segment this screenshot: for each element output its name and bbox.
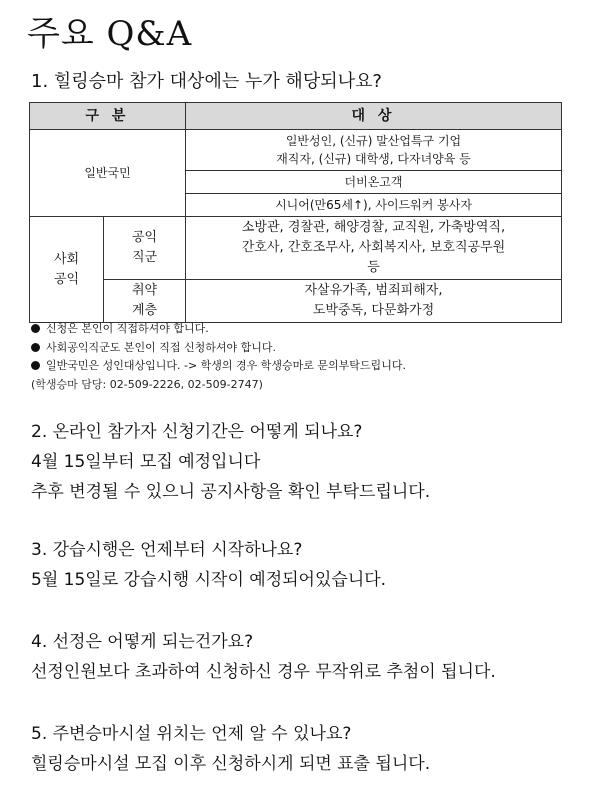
- subcategory-public-service: 공익 직군: [104, 217, 186, 280]
- target-seniors: 시니어(만65세↑), 사이드워커 봉사자: [186, 194, 562, 217]
- question-5: 5. 주변승마시설 위치는 언제 알 수 있나요?: [31, 724, 352, 744]
- bullet-icon: [31, 324, 40, 333]
- note-item: 사회공익직군도 본인이 직접 신청하셔야 합니다.: [31, 339, 406, 358]
- target-vulnerable: 자살유가족, 범죄피해자, 도박중독, 다문화가정: [186, 280, 562, 323]
- qa-3: [31, 535, 386, 595]
- bullet-icon: [31, 361, 40, 370]
- answer-5: 힐링승마시설 모집 이후 신청하시게 되면 표출 됩니다.: [31, 754, 431, 774]
- table-row: [30, 280, 562, 323]
- table-header-row: [30, 103, 562, 130]
- question-2: 2. 온라인 참가자 신청기간은 어떻게 되나요?: [31, 422, 363, 442]
- question-1: 1. 힐링승마 참가 대상에는 누가 해당되나요?: [31, 71, 382, 92]
- answer-3: 5월 15일로 강습시행 시작이 예정되어있습니다.: [31, 570, 387, 590]
- target-public-service: 소방관, 경찰관, 해양경찰, 교직원, 가축방역직, 간호사, 간호조무사, 사회복지사, 보호직공무원 등: [186, 217, 562, 280]
- header-target: 대 상: [186, 103, 562, 130]
- note-item: 신청은 본인이 직접하셔야 합니다.: [31, 320, 406, 339]
- table-row: [30, 217, 562, 280]
- page-title: 주요 Q&A: [27, 14, 193, 54]
- eligibility-table: [29, 102, 562, 323]
- bullet-icon: [31, 343, 40, 352]
- contact-info: (학생승마 담당: 02-509-2226, 02-509-2747): [31, 377, 263, 391]
- question-3: 3. 강습시행은 언제부터 시작하나요?: [31, 540, 303, 560]
- answer-2-line-1: 4월 15일부터 모집 예정입니다: [31, 452, 261, 472]
- category-social: 사회 공익: [30, 217, 104, 323]
- qa-2: [31, 417, 430, 507]
- notes: [31, 320, 406, 394]
- qa-4: [31, 627, 496, 687]
- note-item: 일반국민은 성인대상입니다. -> 학생의 경우 학생승마로 문의부탁드립니다.: [31, 357, 406, 376]
- table-row: [30, 130, 562, 171]
- qa-5: [31, 719, 430, 779]
- question-4: 4. 선정은 어떻게 되는건가요?: [31, 632, 254, 652]
- answer-4: 선정인원보다 초과하여 신청하신 경우 무작위로 추첨이 됩니다.: [31, 662, 496, 682]
- category-general: 일반국민: [30, 130, 186, 217]
- target-general-adults: 일반성인, (신규) 말산업특구 기업 재직자, (신규) 대학생, 다자녀양육 등: [186, 130, 562, 171]
- answer-2-line-2: 추후 변경될 수 있으니 공지사항을 확인 부탁드립니다.: [31, 482, 431, 502]
- target-derby-customers: 더비온고객: [186, 171, 562, 194]
- subcategory-vulnerable: 취약 계층: [104, 280, 186, 323]
- header-category: 구 분: [30, 103, 186, 130]
